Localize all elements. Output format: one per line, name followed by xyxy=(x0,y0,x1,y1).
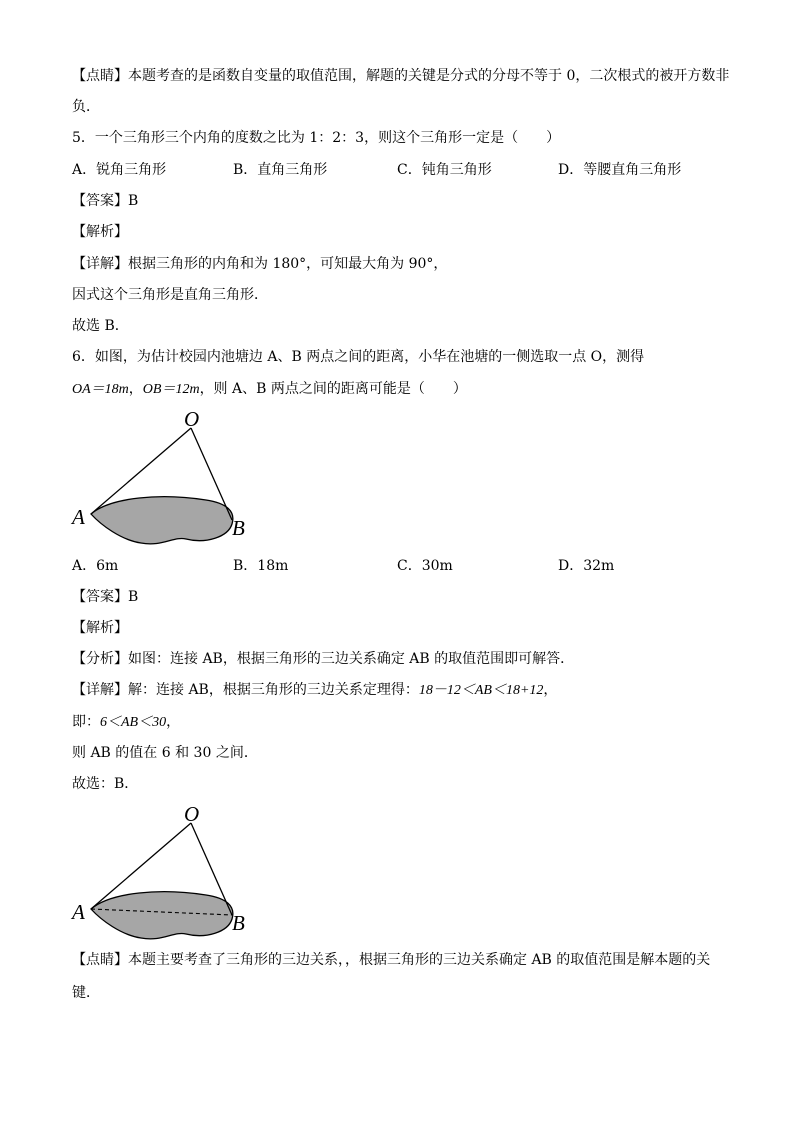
q6-detail xyxy=(72,681,557,700)
q6-detail-text: 【详解】解：连接 AB，根据三角形的三边关系定理得： xyxy=(72,682,419,698)
q5-analysis-label: 【解析】 xyxy=(72,224,128,240)
q6-answer: 【答案】B xyxy=(72,589,139,605)
q6-option-d: D．32m xyxy=(558,558,615,574)
q6-ji-inequality: 6＜AB＜30 xyxy=(100,715,167,730)
q6-detail-comma: ， xyxy=(543,682,558,698)
q6-ji-comma: ， xyxy=(166,714,181,730)
q6-detail-inequality: 18－12＜AB＜18+12 xyxy=(418,683,544,698)
q5-option-c: C．钝角三角形 xyxy=(397,162,492,178)
pond-shape xyxy=(91,497,233,544)
q5-answer: 【答案】B xyxy=(72,193,139,209)
q6-tip-line1: 【点睛】本题主要考查了三角形的三边关系，，根据三角形的三边关系确定 AB 的取值范围是解本题的关 xyxy=(72,952,711,968)
q5-stem: 5．一个三角形三个内角的度数之比为 1：2：3，则这个三角形一定是（ ） xyxy=(72,130,561,146)
q5-choose: 故选 B． xyxy=(72,318,129,334)
q5-detail: 【详解】根据三角形的内角和为 180°，可知最大角为 90°， xyxy=(72,256,448,272)
q6-ji xyxy=(72,713,180,732)
label-o: O xyxy=(184,802,200,826)
q6-figure-pond xyxy=(66,405,266,550)
q5-detail-2: 因式这个三角形是直角三角形． xyxy=(72,287,268,303)
q6-option-a: A．6m xyxy=(72,558,119,574)
label-o: O xyxy=(184,407,200,431)
q6-option-b: B．18m xyxy=(233,558,289,574)
q5-option-b: B．直角三角形 xyxy=(233,162,328,178)
q6-analysis-label: 【解析】 xyxy=(72,620,128,636)
pond-shape xyxy=(91,892,233,939)
label-b: B xyxy=(232,516,245,540)
q4-tip-line1: 【点睛】本题考查的是函数自变量的取值范围，解题的关键是分式的分母不等于 0，二次根式的被开方数非 xyxy=(72,68,730,84)
q6-choose: 故选：B． xyxy=(72,776,139,792)
label-a: A xyxy=(72,900,85,924)
q6-fenxi: 【分析】如图：连接 AB，根据三角形的三边关系确定 AB 的取值范围即可解答． xyxy=(72,651,575,667)
q6-then: 则 AB 的值在 6 和 30 之间． xyxy=(72,745,258,761)
q5-option-d: D．等腰直角三角形 xyxy=(558,162,682,178)
q6-oa-value: OA＝18m xyxy=(72,382,129,397)
q6-option-c: C．30m xyxy=(397,558,453,574)
label-b: B xyxy=(232,911,245,935)
q6-stem-line1: 6．如图，为估计校园内池塘边 A、B 两点之间的距离，小华在池塘的一侧选取一点 O，测得 xyxy=(72,349,645,365)
q6-ji-label: 即： xyxy=(72,714,100,730)
q6-ob-value: OB＝12m xyxy=(142,382,200,397)
q6-stem-line2-rest: ，则 A、B 两点之间的距离可能是（ ） xyxy=(199,381,467,397)
q6-stem-line2: OA＝18m，OB＝12m，则 A、B 两点之间的距离可能是（ ） xyxy=(72,381,467,397)
q5-option-a: A．锐角三角形 xyxy=(72,162,167,178)
q6-tip-line2: 键． xyxy=(72,985,100,1001)
label-a: A xyxy=(72,505,85,529)
q6-figure-solution xyxy=(66,800,266,945)
q4-tip-line2: 负． xyxy=(72,99,100,115)
